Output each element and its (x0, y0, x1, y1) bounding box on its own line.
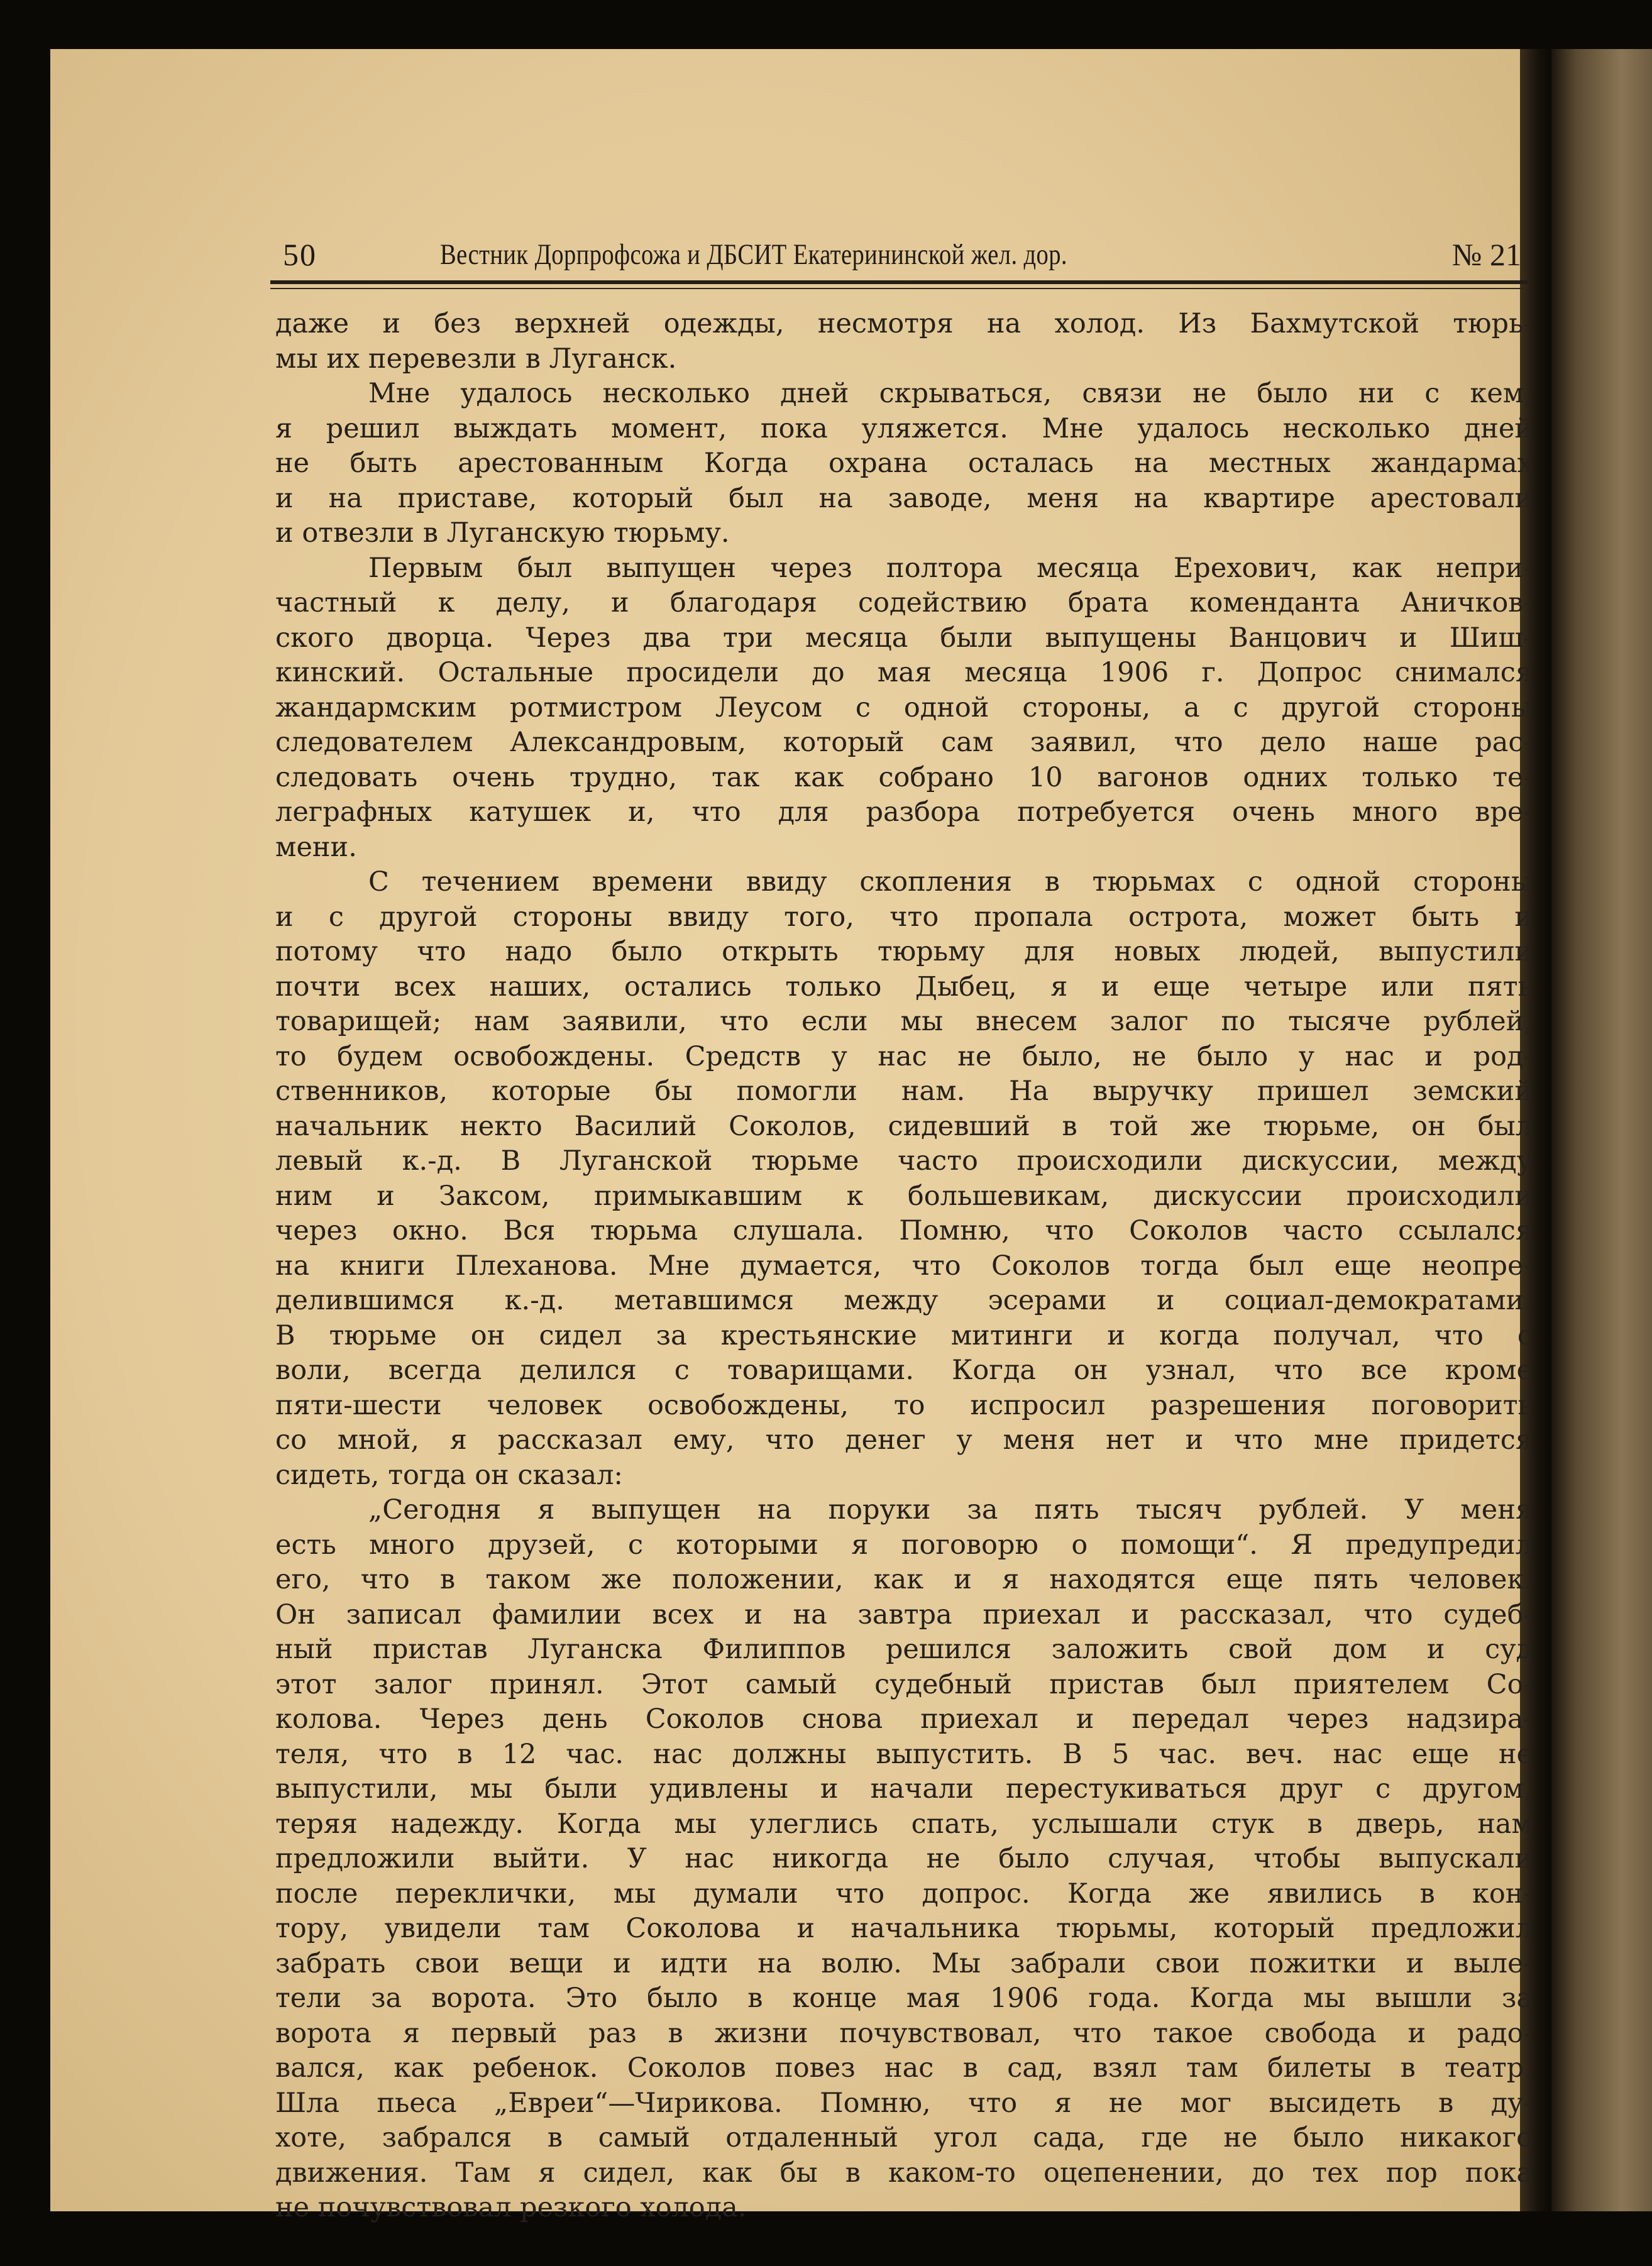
text-line: теля, что в 12 час. нас должны выпустить. В 5 час. веч. нас еще не (275, 1738, 1533, 1770)
text-line: потому что надо было открыть тюрьму для новых людей, выпустили (275, 936, 1533, 967)
text-line: хоте, забрался в самый отдаленный угол сада, где не было никакого (275, 2122, 1533, 2153)
text-line: Первым был выпущен через полтора месяца Ерехович, как непри- (368, 552, 1533, 584)
text-line: его, что в таком же положении, как и я находятся еще пять человек. (275, 1564, 1533, 1595)
text-line: и отвезли в Луганскую тюрьму. (275, 517, 730, 549)
text-line: движения. Там я сидел, как бы в каком-то оцепенении, до тех пор пока (275, 2157, 1533, 2189)
text-line: частный к делу, и благодаря содействию брата коменданта Аничков- (275, 587, 1533, 619)
text-line: Мне удалось несколько дней скрываться, связи не было ни с кем, (368, 378, 1533, 409)
text-line: почти всех наших, остались только Дыбец, я и еще четыре или пять (275, 971, 1533, 1003)
text-line: тели за ворота. Это было в конце мая 1906 года. Когда мы вышли за (275, 1983, 1533, 2014)
text-line: тору, увидели там Соколова и начальника тюрьмы, который предложил (275, 1913, 1533, 1944)
text-line: мы их перевезли в Луганск. (275, 343, 677, 375)
text-line: даже и без верхней одежды, несмотря на холод. Из Бахмутской тюрь- (275, 308, 1533, 339)
text-line: Он записал фамилии всех и на завтра приехал и рассказал, что судеб- (275, 1598, 1533, 1631)
text-line: Шла пьеса „Евреи“—Чирикова. Помню, что я не мог высидеть в ду- (275, 2087, 1533, 2119)
text-line: левый к.-д. В Луганской тюрьме часто происходили дискуссии, между (275, 1145, 1533, 1177)
text-line: делившимся к.-д. метавшимся между эсерами и социал-демократами. (275, 1285, 1533, 1316)
issue-number: № 21 (1451, 237, 1521, 272)
text-line: забрать свои вещи и идти на волю. Мы забрали свои пожитки и выле- (275, 1947, 1533, 1979)
header-rule (270, 280, 1528, 284)
text-line: „Сегодня я выпущен на поруки за пять тысяч рублей. У меня (368, 1494, 1533, 1526)
adjacent-page-edge (1551, 49, 1652, 2211)
journal-title: Вестник Дорпрофсожа и ДБСИТ Екатерининской жел. дор. (440, 238, 1067, 271)
text-line: ворота я первый раз в жизни почувствовал, что такое свобода и радо- (275, 2017, 1533, 2049)
text-line: следовать очень трудно, так как собрано 10 вагонов одних только те- (275, 761, 1533, 793)
text-line: В тюрьме он сидел за крестьянские митинги и когда получал, что с (275, 1319, 1533, 1351)
text-line: жандармским ротмистром Леусом с одной стороны, а с другой стороны (275, 691, 1533, 723)
running-header (258, 231, 1521, 275)
text-line: ный пристав Луганска Филиппов решился заложить свой дом и суд (275, 1634, 1533, 1665)
text-line: следователем Александровым, который сам заявил, что дело наше рас- (275, 727, 1533, 758)
text-line: мени. (275, 831, 357, 863)
text-line: кинский. Остальные просидели до мая месяца 1906 г. Допрос снимался (275, 657, 1533, 688)
text-line: выпустили, мы были удивлены и начали перестукиваться друг с другом, (275, 1773, 1533, 1805)
text-line: и с другой стороны ввиду того, что пропала острота, может быть и (275, 901, 1533, 933)
text-line: колова. Через день Соколов снова приехал и передал через надзира- (275, 1703, 1533, 1735)
text-line: со мной, я рассказал ему, что денег у меня нет и что мне придется (275, 1424, 1533, 1456)
text-line: товарищей; нам заявили, что если мы внесем залог по тысяче рублей, (275, 1006, 1533, 1037)
page-number: 50 (283, 237, 317, 272)
text-line: то будем освобождены. Средств у нас не было, не было у нас и род- (275, 1040, 1533, 1072)
text-line: есть много друзей, с которыми я поговорю о помощи“. Я предупредил (275, 1529, 1533, 1561)
text-line: не быть арестованным Когда охрана осталась на местных жандармах (275, 448, 1533, 479)
text-line: ственников, которые бы помогли нам. На выручку пришел земский (275, 1075, 1533, 1107)
text-line: предложили выйти. У нас никогда не было случая, чтобы выпускали (275, 1843, 1533, 1874)
text-line: сидеть, тогда он сказал: (275, 1459, 623, 1491)
text-line: ним и Заксом, примыкавшим к большевикам, дискуссии происходили (275, 1180, 1533, 1212)
text-line: начальник некто Василий Соколов, сидевший в той же тюрьме, он был (275, 1110, 1533, 1142)
text-line: и на приставе, который был на заводе, меня на квартире арестовали (275, 482, 1533, 514)
text-line: пяти-шести человек освобождены, то испросил разрешения поговорить (275, 1389, 1533, 1421)
text-line: вался, как ребенок. Соколов повез нас в сад, взял там билеты в театр. (275, 2052, 1533, 2084)
text-line: воли, всегда делился с товарищами. Когда он узнал, что все кроме (275, 1355, 1533, 1386)
text-line: не почувствовал резкого холода. (275, 2192, 747, 2223)
text-line: после переклички, мы думали что допрос. Когда же явились в кон- (275, 1878, 1533, 1910)
text-line: теряя надежду. Когда мы улеглись спать, услышали стук в дверь, нам (275, 1808, 1533, 1840)
text-line: этот залог принял. Этот самый судебный пристав был приятелем Со- (275, 1668, 1533, 1700)
text-line: ского дворца. Через два три месяца были выпущены Ванцович и Шиш- (275, 622, 1533, 654)
article-body (275, 307, 1533, 2226)
text-line: я решил выждать момент, пока уляжется. Мне удалось несколько дней (275, 412, 1533, 444)
text-line: леграфных катушек и, что для разбора потребуется очень много вре- (275, 796, 1533, 828)
text-line: С течением времени ввиду скопления в тюрьмах с одной стороны (368, 866, 1533, 898)
text-line: через окно. Вся тюрьма слушала. Помню, что Соколов часто ссылался (275, 1215, 1533, 1246)
text-line: на книги Плеханова. Мне думается, что Соколов тогда был еще неопре- (275, 1250, 1533, 1282)
header-rule-thin (270, 288, 1528, 289)
